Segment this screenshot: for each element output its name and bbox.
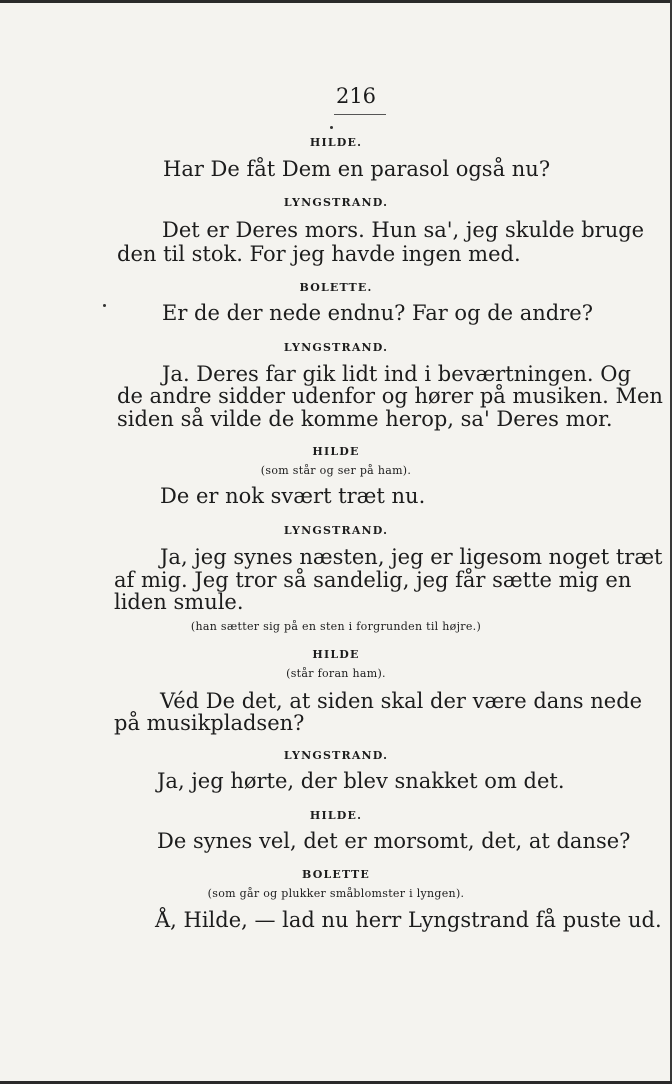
dialogue-line: Har De fåt Dem en parasol også nu? [163, 157, 551, 181]
dialogue-line: Véd De det, at siden skal der være dans nede [160, 689, 643, 713]
speaker-hilde: HILDE. [309, 809, 363, 822]
stage-direction: (som står og ser på ham). [260, 464, 412, 477]
ink-speck [330, 126, 333, 129]
stage-direction: (han sætter sig på en sten i forgrunden til højre.) [190, 620, 482, 633]
dialogue-line: liden smule. [114, 590, 244, 614]
dialogue-line: Er de der nede endnu? Far og de andre? [162, 301, 593, 325]
stage-direction: (står foran ham). [286, 667, 386, 680]
speaker-hilde: HILDE [312, 445, 360, 458]
speaker-lyngstrand: LYNGSTRAND. [283, 196, 389, 209]
speaker-lyngstrand: LYNGSTRAND. [283, 341, 389, 354]
stage-direction: (som går og plukker småblomster i lyngen). [207, 887, 465, 900]
dialogue-line: siden så vilde de komme herop, sa' Deres mor. [117, 407, 613, 431]
dialogue-line: den til stok. For jeg havde ingen med. [117, 242, 521, 266]
dialogue-line: Å, Hilde, — lad nu herr Lyngstrand få puste ud. [155, 908, 662, 932]
speaker-lyngstrand: LYNGSTRAND. [283, 524, 389, 537]
speaker-hilde: HILDE. [309, 136, 363, 149]
page-number: 216 [335, 84, 377, 108]
speaker-bolette: BOLETTE. [299, 281, 373, 294]
dialogue-line: af mig. Jeg tror så sandelig, jeg får sætte mig en [114, 568, 632, 592]
speaker-bolette: BOLETTE [302, 868, 370, 881]
page-edge-top [0, 0, 672, 3]
speaker-hilde: HILDE [312, 648, 360, 661]
dialogue-line: De synes vel, det er morsomt, det, at danse? [157, 829, 631, 853]
dialogue-line: Ja, jeg hørte, der blev snakket om det. [157, 769, 565, 793]
dialogue-line: på musikpladsen? [114, 711, 305, 735]
dialogue-line: De er nok svært træt nu. [160, 484, 426, 508]
dialogue-line: Det er Deres mors. Hun sa', jeg skulde bruge [162, 218, 645, 242]
ink-speck [103, 304, 106, 307]
page-number-rule [334, 114, 386, 115]
dialogue-line: Ja, jeg synes næsten, jeg er ligesom noget træt [160, 545, 663, 569]
speaker-lyngstrand: LYNGSTRAND. [283, 749, 389, 762]
dialogue-line: de andre sidder udenfor og hører på musiken. Men [117, 384, 663, 408]
dialogue-line: Ja. Deres far gik lidt ind i beværtningen. Og [162, 362, 631, 386]
